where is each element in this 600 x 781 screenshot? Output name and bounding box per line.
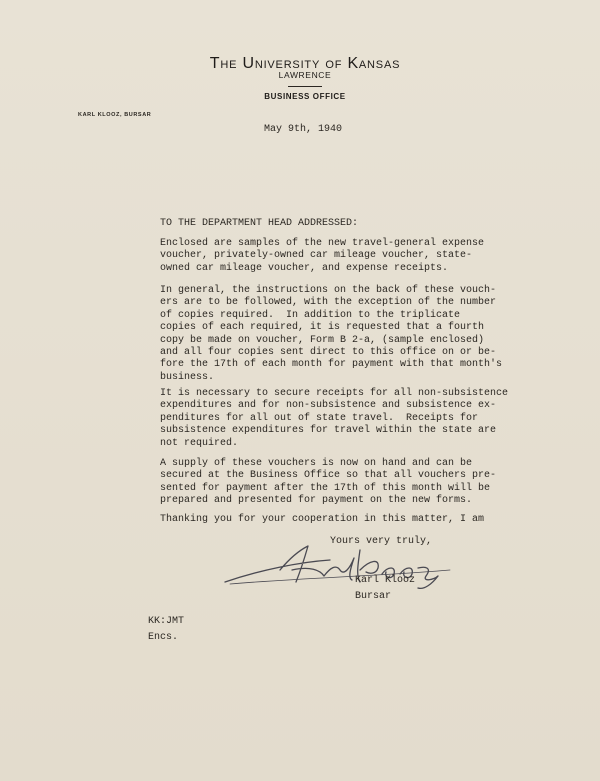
enclosures-note: Encs. [148, 632, 179, 643]
paragraph-2 [160, 285, 502, 384]
paragraph-5 [160, 514, 484, 526]
office-name: BUSINESS OFFICE [264, 92, 346, 101]
paragraph-line: prepared and presented for payment on the new forms. [160, 495, 473, 507]
paragraph-line: subsistence expenditures for travel within the state are [160, 425, 497, 437]
paragraph-line: voucher, privately-owned car mileage voucher, state- [160, 250, 473, 262]
paragraph-4 [160, 458, 496, 508]
institution-name: The University of Kansas [209, 55, 401, 72]
paragraph-line: secured at the Business Office so that all vouchers pre- [160, 470, 497, 482]
signer-name: Karl Klooz [355, 575, 416, 586]
city-name: LAWRENCE [278, 70, 332, 80]
paragraph-line: A supply of these vouchers is now on hand and can be [160, 458, 473, 469]
paragraph-line: Enclosed are samples of the new travel-general expense [160, 238, 485, 249]
letterhead-divider [288, 86, 322, 87]
paragraph-line: copies of each required, it is requested that a fourth [160, 322, 485, 334]
paragraph-line: of copies required. In addition to the triplicate [160, 309, 461, 321]
paragraph-line: fore the 17th of each month for payment with that month's [160, 359, 503, 371]
paragraph-line: penditures for all out of state travel. Receipts for [160, 412, 479, 424]
paragraph-3 [160, 388, 508, 450]
paragraph-line: copy be made on voucher, Form B 2-a, (sample enclosed) [160, 334, 485, 346]
paragraph-line: It is necessary to secure receipts for all non-subsistence [160, 388, 509, 399]
officer-name: KARL KLOOZ, BURSAR [78, 112, 152, 118]
paragraph-1 [160, 238, 484, 275]
closing: Yours very truly, [330, 536, 433, 547]
paragraph-line: business. [160, 371, 215, 383]
reference-initials: KK:JMT [148, 616, 185, 627]
paragraph-line: not required. [160, 437, 239, 449]
paragraph-line: sented for payment after the 17th of this month will be [160, 482, 491, 494]
paragraph-line: owned car mileage voucher, and expense receipts. [160, 262, 449, 274]
paragraph-line: In general, the instructions on the back of these vouch- [160, 285, 497, 296]
handwritten-signature [220, 540, 480, 590]
letter-date: May 9th, 1940 [264, 124, 343, 135]
signer-title: Bursar [355, 591, 392, 602]
salutation: TO THE DEPARTMENT HEAD ADDRESSED: [160, 218, 359, 229]
paragraph-line: ers are to be followed, with the exception of the number [160, 297, 497, 309]
paragraph-line: and all four copies sent direct to this office on or be- [160, 347, 497, 359]
paragraph-line: expenditures and for non-subsistence and subsistence ex- [160, 400, 497, 412]
paragraph-line: Thanking you for your cooperation in this matter, I am [160, 514, 485, 525]
